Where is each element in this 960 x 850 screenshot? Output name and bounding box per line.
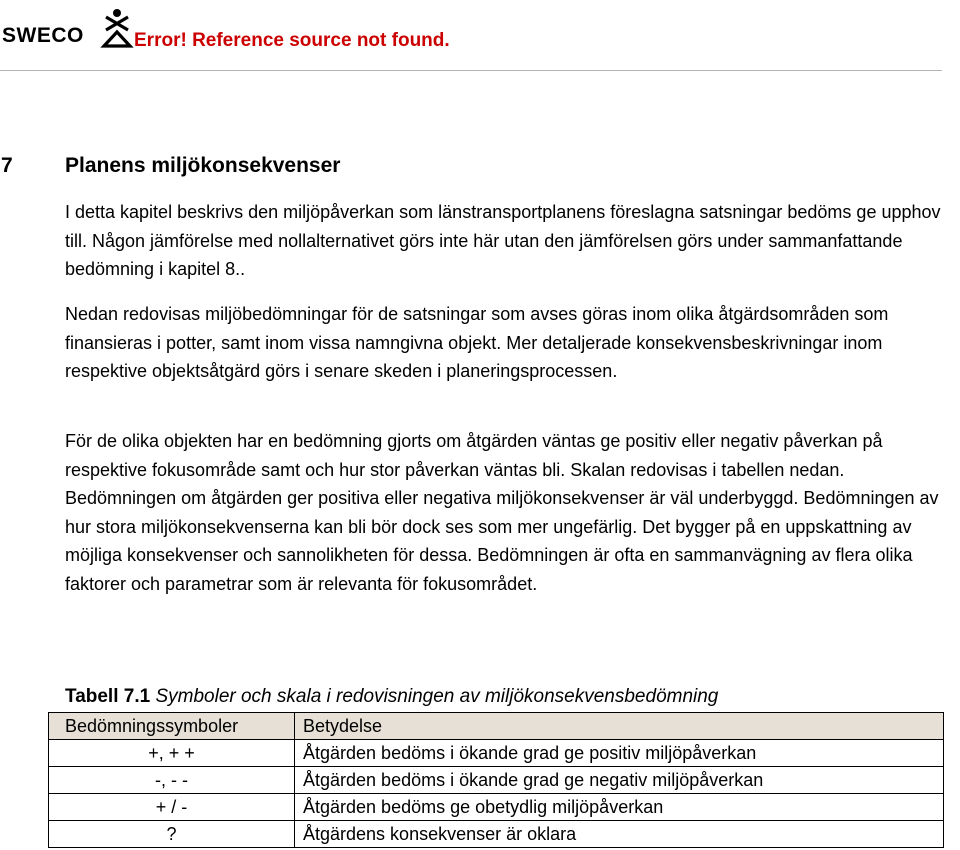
sweco-person-icon (99, 8, 135, 48)
table-cell-symbol: ? (49, 821, 295, 848)
table-cell-meaning: Åtgärdens konsekvenser är oklara (295, 821, 944, 848)
table-row (49, 767, 944, 794)
table-caption-text: Symboler och skala i redovisningen av miljökonsekvensbedömning (150, 686, 719, 707)
chapter-number: 7 (1, 154, 13, 177)
table-cell-meaning: Åtgärden bedöms i ökande grad ge positiv miljöpåverkan (295, 740, 944, 767)
paragraph-scale: För de olika objekten har en bedömning gjorts om åtgärden väntas ge positiv eller negativ påverkan på respektive fokusområde samt och hur stor påverkan väntas bli. Skalan redovisas i tabellen nedan. Bedömningen om åtgärden ger positiva eller negativa miljökonsekvenser är väl underbyggd. Bedömningen av hur stora miljökonsekvenserna kan bli bör dock ses som mer ungefärlig. Det bygger på en uppskattning av möjliga konsekvenser och sannolikheten för dessa. Bedömningen är ofta en sammanvägning av flera olika faktorer och parametrar som är relevanta för fokusområdet. (65, 431, 939, 594)
table-cell-symbol: -, - - (49, 767, 295, 794)
assessment-scale-table (48, 712, 944, 848)
table-row (49, 794, 944, 821)
chapter-title: Planens miljökonsekvenser (65, 154, 341, 177)
table-row (49, 821, 944, 848)
table-header-meaning: Betydelse (295, 713, 944, 740)
page-header (0, 0, 960, 72)
table-cell-meaning: Åtgärden bedöms ge obetydlig miljöpåverkan (295, 794, 944, 821)
header-divider (0, 70, 942, 71)
table-caption-label: Tabell 7.1 (65, 686, 151, 707)
table-row (49, 740, 944, 767)
paragraph-intro: I detta kapitel beskrivs den miljöpåverkan som länstransportplanens föreslagna satsningar bedöms ge upphov till. Någon jämförelse med nollalternativet görs inte här utan den jämförelsen görs under sammanfattande bedömning i kapitel 8.. (65, 202, 941, 279)
paragraph-assessments: Nedan redovisas miljöbedömningar för de satsningar som avses göras inom olika åtgärdsområden som finansieras i potter, samt inom vissa namngivna objekt. Mer detaljerade konsekvensbeskrivningar inom respektive objektsåtgärd görs i senare skeden i planeringsprocessen. (65, 304, 889, 381)
header-error-text: Error! Reference source not found. (134, 30, 450, 51)
sweco-logo-text: SWECO (2, 24, 84, 47)
table-caption (65, 686, 718, 708)
table-cell-symbol: +, + + (49, 740, 295, 767)
table-cell-symbol: + / - (49, 794, 295, 821)
table-cell-meaning: Åtgärden bedöms i ökande grad ge negativ miljöpåverkan (295, 767, 944, 794)
table-header-symbols: Bedömningssymboler (49, 713, 295, 740)
table-header-row (49, 713, 944, 740)
